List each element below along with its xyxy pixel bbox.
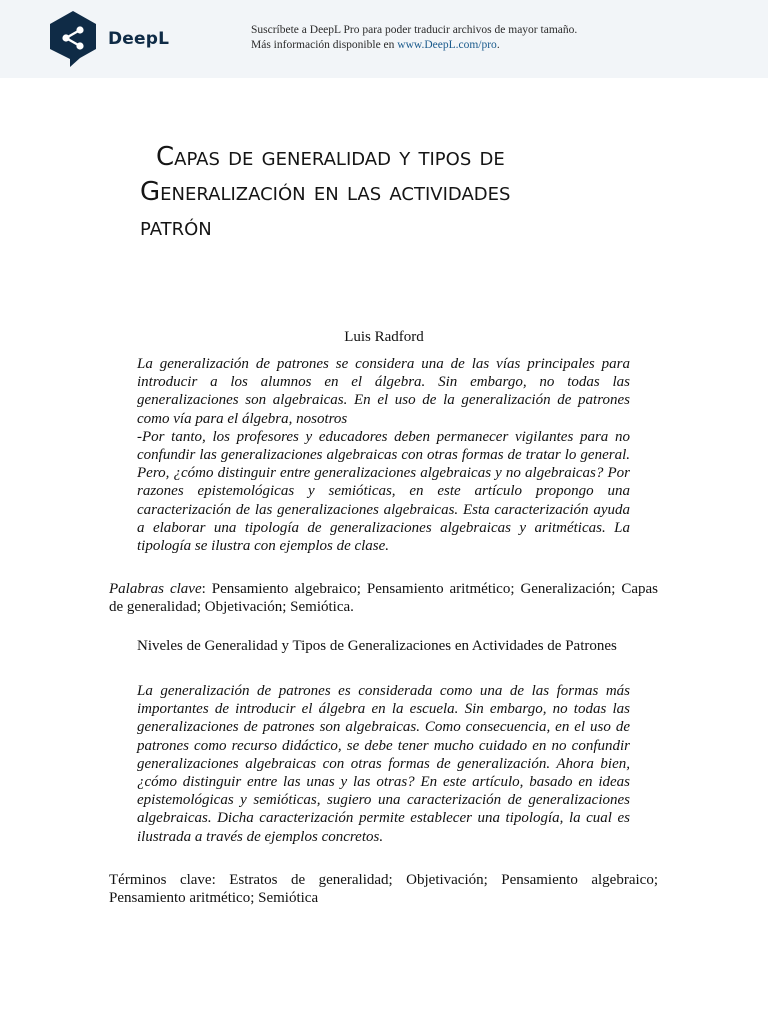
deepl-logo-icon: [46, 9, 100, 69]
title-line-2: Generalización en las actividades: [140, 177, 511, 207]
section-subtitle: Niveles de Generalidad y Tipos de Generalizaciones en Actividades de Patrones: [137, 638, 617, 654]
author-name: Luis Radford: [344, 329, 424, 345]
deepl-pro-link[interactable]: www.DeepL.com/pro: [397, 39, 497, 51]
abstract-spanish: [137, 355, 630, 555]
promo-line-2-prefix: Más información disponible en: [251, 39, 398, 51]
promo-line-2: [251, 38, 671, 53]
keywords-1-label: Palabras clave: [109, 581, 202, 597]
title-line-1: Capas de generalidad y tipos de: [156, 142, 505, 172]
title-line-3: patrón: [140, 212, 212, 242]
abstract-paragraph-2: -Por tanto, los profesores y educadores deben permanecer vigilantes para no confundir las generalizaciones algebraicas con otras formas de tratar lo general. Pero, ¿cómo distinguir entre generalizaciones algebraicas y no algebraicas? Por razones epistemológicas y semióticas, en este artículo propongo una caracterización de las generalizaciones algebraicas. Esta caracterización ayuda a elaborar una tipología de generalizaciones algebraicas y aritméticas. La tipología se ilustra con ejemplos de clase.: [137, 428, 630, 555]
promo-line-2-suffix: .: [496, 39, 500, 51]
keywords-2: Términos clave: Estratos de generalidad; Objetivación; Pensamiento algebraico; Pensamiento aritmético; Semiótica: [109, 872, 658, 907]
abstract-alternate: La generalización de patrones es considerada como una de las formas más importantes de introducir el álgebra en la escuela. Sin embargo, no todas las generalizaciones de patrones son algebraicas. Como consecuencia, en el uso de patrones como recurso didáctico, se debe tener mucho cuidado en no confundir generalizaciones algebraicas con otras formas de generalización. Ahora bien, ¿cómo distinguir entre las unas y las otras? En este artículo, basado en ideas epistemológicas y semióticas, sugiero una caracterización de generalizaciones algebraicas. Dicha caracterización permite establecer una tipología, la cual es ilustrada a través de ejemplos concretos.: [137, 683, 630, 845]
promo-line-1: Suscríbete a DeepL Pro para poder traducir archivos de mayor tamaño.: [251, 24, 578, 36]
document-title: [140, 140, 660, 245]
deepl-logo[interactable]: [46, 9, 186, 69]
abstract-paragraph-1: La generalización de patrones se considera una de las vías principales para introducir a los alumnos en el álgebra. Sin embargo, no todas las generalizaciones son algebraicas. En el uso de la generalización de patrones como vía para el álgebra, nosotros: [137, 356, 630, 427]
keywords-1: [109, 580, 658, 616]
keywords-1-text: : Pensamiento algebraico; Pensamiento aritmético; Generalización; Capas de generalidad; Objetivación; Semiótica.: [109, 581, 658, 616]
logo-wordmark: DeepL: [108, 29, 170, 49]
deepl-banner: [0, 0, 768, 78]
promo-text: [251, 23, 671, 53]
